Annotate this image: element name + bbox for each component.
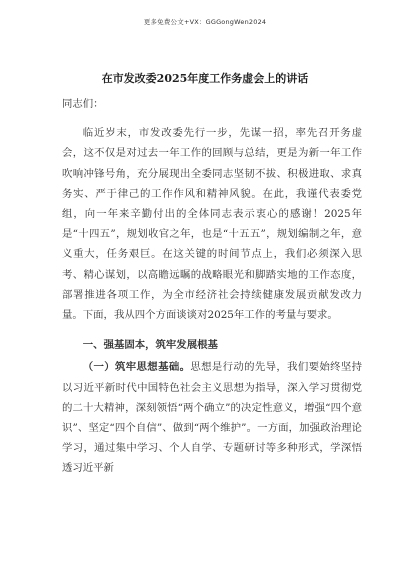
greeting: 同志们： xyxy=(62,98,104,110)
header-note: 更多免费公文+VX：GGGongWen2024 xyxy=(143,18,267,26)
paragraph-1: 临近岁末，市发改委先行一步，先谋一招，率先召开务虚会，这不仅是对过去一年工作的回顾与总结，更是为新一年工作吹响冲锋号角，充分展现出全委同志坚韧不拔、积极进取、求真务实、严于律己的工作作风和精神风貌。在此，我谨代表委党组，向一年来辛勤付出的全体同志表示衷心的感谢！2025年是“十四五”，规划收官之年，也是“十五五”，规划编制之年，意义重大，任务艰巨。在这关键的时间节点上，我们必须深入思考、精心谋划，以高瞻远瞩的战略眼光和脚踏实地的工作态度，部署推进各项工作，为全市经济社会持续健康发展贡献发改力量。下面，我从四个方面谈谈对2025年工作的考量与要求。 xyxy=(62,127,362,322)
section-heading-1: 一、强基固本，筑牢发展根基 xyxy=(82,339,218,352)
paragraph-2 xyxy=(62,357,362,478)
document-body xyxy=(62,94,362,479)
document-title: 在市发改委2025年度工作务虚会上的讲话 xyxy=(101,72,309,85)
paragraph-2-text: 思想是行动的先导，我们要始终坚持以习近平新时代中国特色社会主义思想为指导，深入学习贯彻党的二十大精神，深刻领悟“两个确立”的决定性意义，增强“四个意识”、坚定“四个自信”、做到“两个维护”。一方面，加强政治理论学习，通过集中学习、个人自学、专题研讨等多种形式，学深悟透习近平新 xyxy=(62,361,363,475)
subsection-heading: （一）筑牢思想基础。 xyxy=(82,361,191,374)
